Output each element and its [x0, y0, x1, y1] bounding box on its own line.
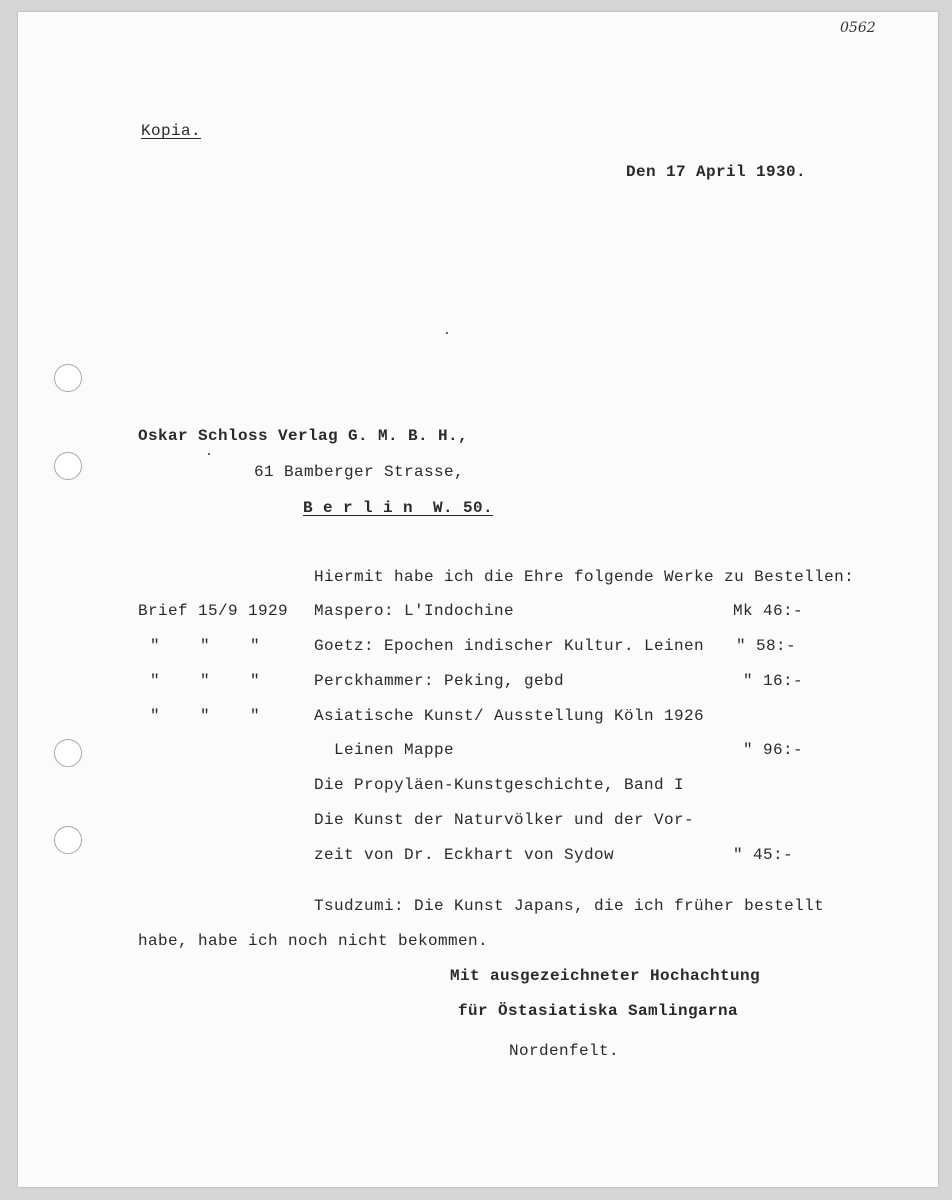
- order-title: zeit von Dr. Eckhart von Sydow: [314, 846, 615, 864]
- order-ref: " " ": [150, 637, 261, 655]
- letter-date: Den 17 April 1930.: [626, 163, 807, 181]
- order-title: Perckhammer: Peking, gebd: [314, 672, 565, 690]
- page-number: 0562: [840, 20, 876, 36]
- closing-line-1: Mit ausgezeichneter Hochachtung: [450, 967, 761, 985]
- order-title: Die Propyläen-Kunstgeschichte, Band I: [314, 776, 685, 794]
- order-ref: " " ": [150, 707, 261, 725]
- letter-page: [18, 12, 938, 1187]
- punch-hole: [54, 739, 82, 767]
- order-title: Maspero: L'Indochine: [314, 602, 515, 620]
- order-title: Leinen Mappe: [314, 741, 455, 759]
- order-title: Die Kunst der Naturvölker und der Vor-: [314, 811, 695, 829]
- order-title: Asiatische Kunst/ Ausstellung Köln 1926: [314, 707, 705, 725]
- signature: Nordenfelt.: [509, 1042, 620, 1060]
- order-title: Goetz: Epochen indischer Kultur. Leinen: [314, 637, 705, 655]
- order-price: " 96:-: [743, 741, 804, 759]
- paragraph-line: habe, habe ich noch nicht bekommen.: [138, 932, 489, 950]
- punch-hole: [54, 452, 82, 480]
- ink-speck: [446, 332, 448, 334]
- order-price: " 45:-: [733, 846, 794, 864]
- address-line-1: Oskar Schloss Verlag G. M. B. H.,: [138, 427, 469, 445]
- paragraph-line: Tsudzumi: Die Kunst Japans, die ich früher bestellt: [314, 897, 825, 915]
- order-price: " 58:-: [736, 637, 797, 655]
- punch-hole: [54, 364, 82, 392]
- order-price: Mk 46:-: [733, 602, 804, 620]
- address-line-2: 61 Bamberger Strasse,: [254, 463, 465, 481]
- order-ref: Brief 15/9 1929: [138, 602, 289, 620]
- order-price: " 16:-: [743, 672, 804, 690]
- copy-label: Kopia.: [141, 122, 202, 140]
- order-ref: " " ": [150, 672, 261, 690]
- address-line-3: B e r l i n W. 50.: [303, 499, 494, 517]
- order-intro: Hiermit habe ich die Ehre folgende Werke zu Bestellen:: [314, 568, 855, 586]
- punch-hole: [54, 826, 82, 854]
- closing-line-2: für Östasiatiska Samlingarna: [458, 1002, 739, 1020]
- ink-speck: [208, 453, 210, 455]
